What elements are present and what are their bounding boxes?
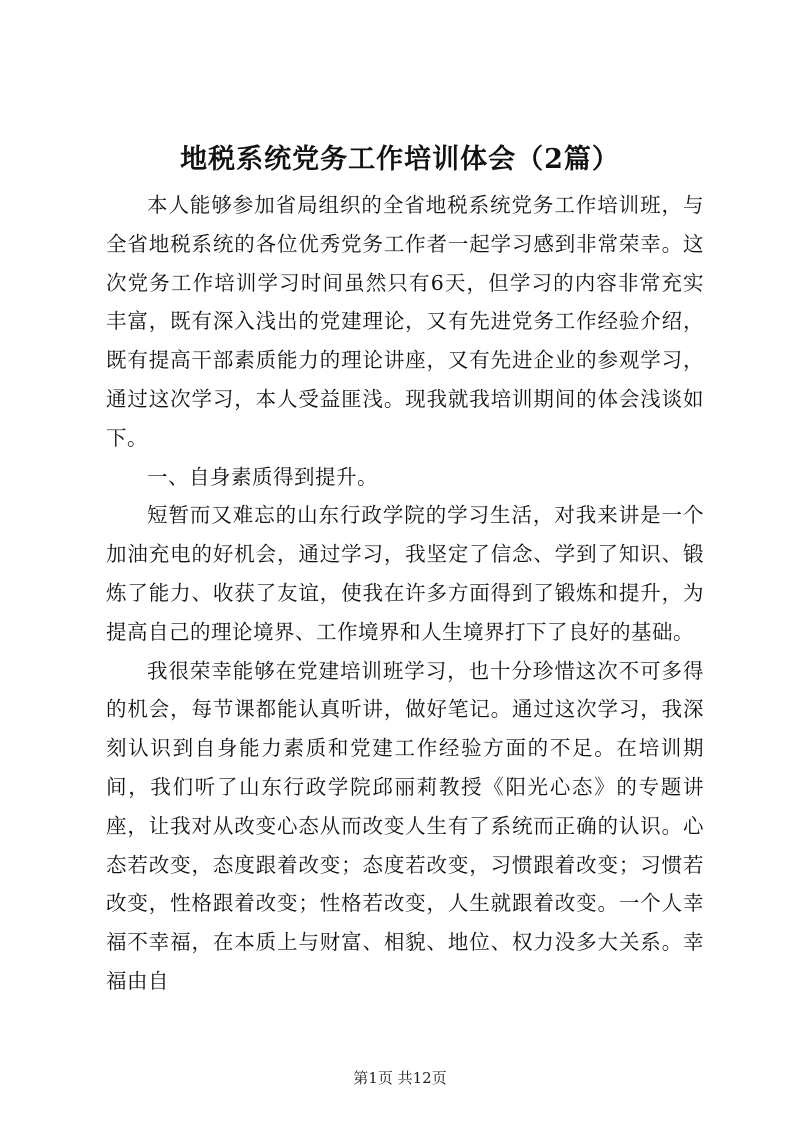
section-heading-1: 一、自身素质得到提升。 <box>147 464 378 489</box>
document-body <box>106 186 704 1001</box>
paragraph-study-life: 短暂而又难忘的山东行政学院的学习生活，对我来讲是一个加油充电的好机会，通过学习，我坚定了信念、学到了知识、锻炼了能力、收获了友谊，使我在许多方面得到了锻炼和提升，为提高自己的理论境界、工作境界和人生境界打下了良好的基础。 <box>106 503 704 644</box>
paragraph-training: 我很荣幸能够在党建培训班学习，也十分珍惜这次不可多得的机会，每节课都能认真听讲，做好笔记。通过这次学习，我深刻认识到自身能力素质和党建工作经验方面的不足。在培训期间，我们听了山东行政学院邱丽莉教授《阳光心态》的专题讲座，让我对从改变心态从而改变人生有了系统而正确的认识。心态若改变，态度跟着改变；态度若改变，习惯跟着改变；习惯若改变，性格跟着改变；性格若改变，人生就跟着改变。一个人幸福不幸福，在本质上与财富、相貌、地位、权力没多大关系。幸福由自 <box>106 658 704 993</box>
document-title: 地税系统党务工作培训体会（2篇） <box>180 144 620 175</box>
page-number: 第1页 共12页 <box>353 1069 447 1087</box>
paragraph-intro: 本人能够参加省局组织的全省地税系统党务工作培训班，与全省地税系统的各位优秀党务工作者一起学习感到非常荣幸。这次党务工作培训学习时间虽然只有6天，但学习的内容非常充实丰富，既有深入浅出的党建理论，又有先进党务工作经验介绍，既有提高干部素质能力的理论讲座，又有先进企业的参观学习，通过这次学习，本人受益匪浅。现我就我培训期间的体会浅谈如下。 <box>106 193 704 450</box>
